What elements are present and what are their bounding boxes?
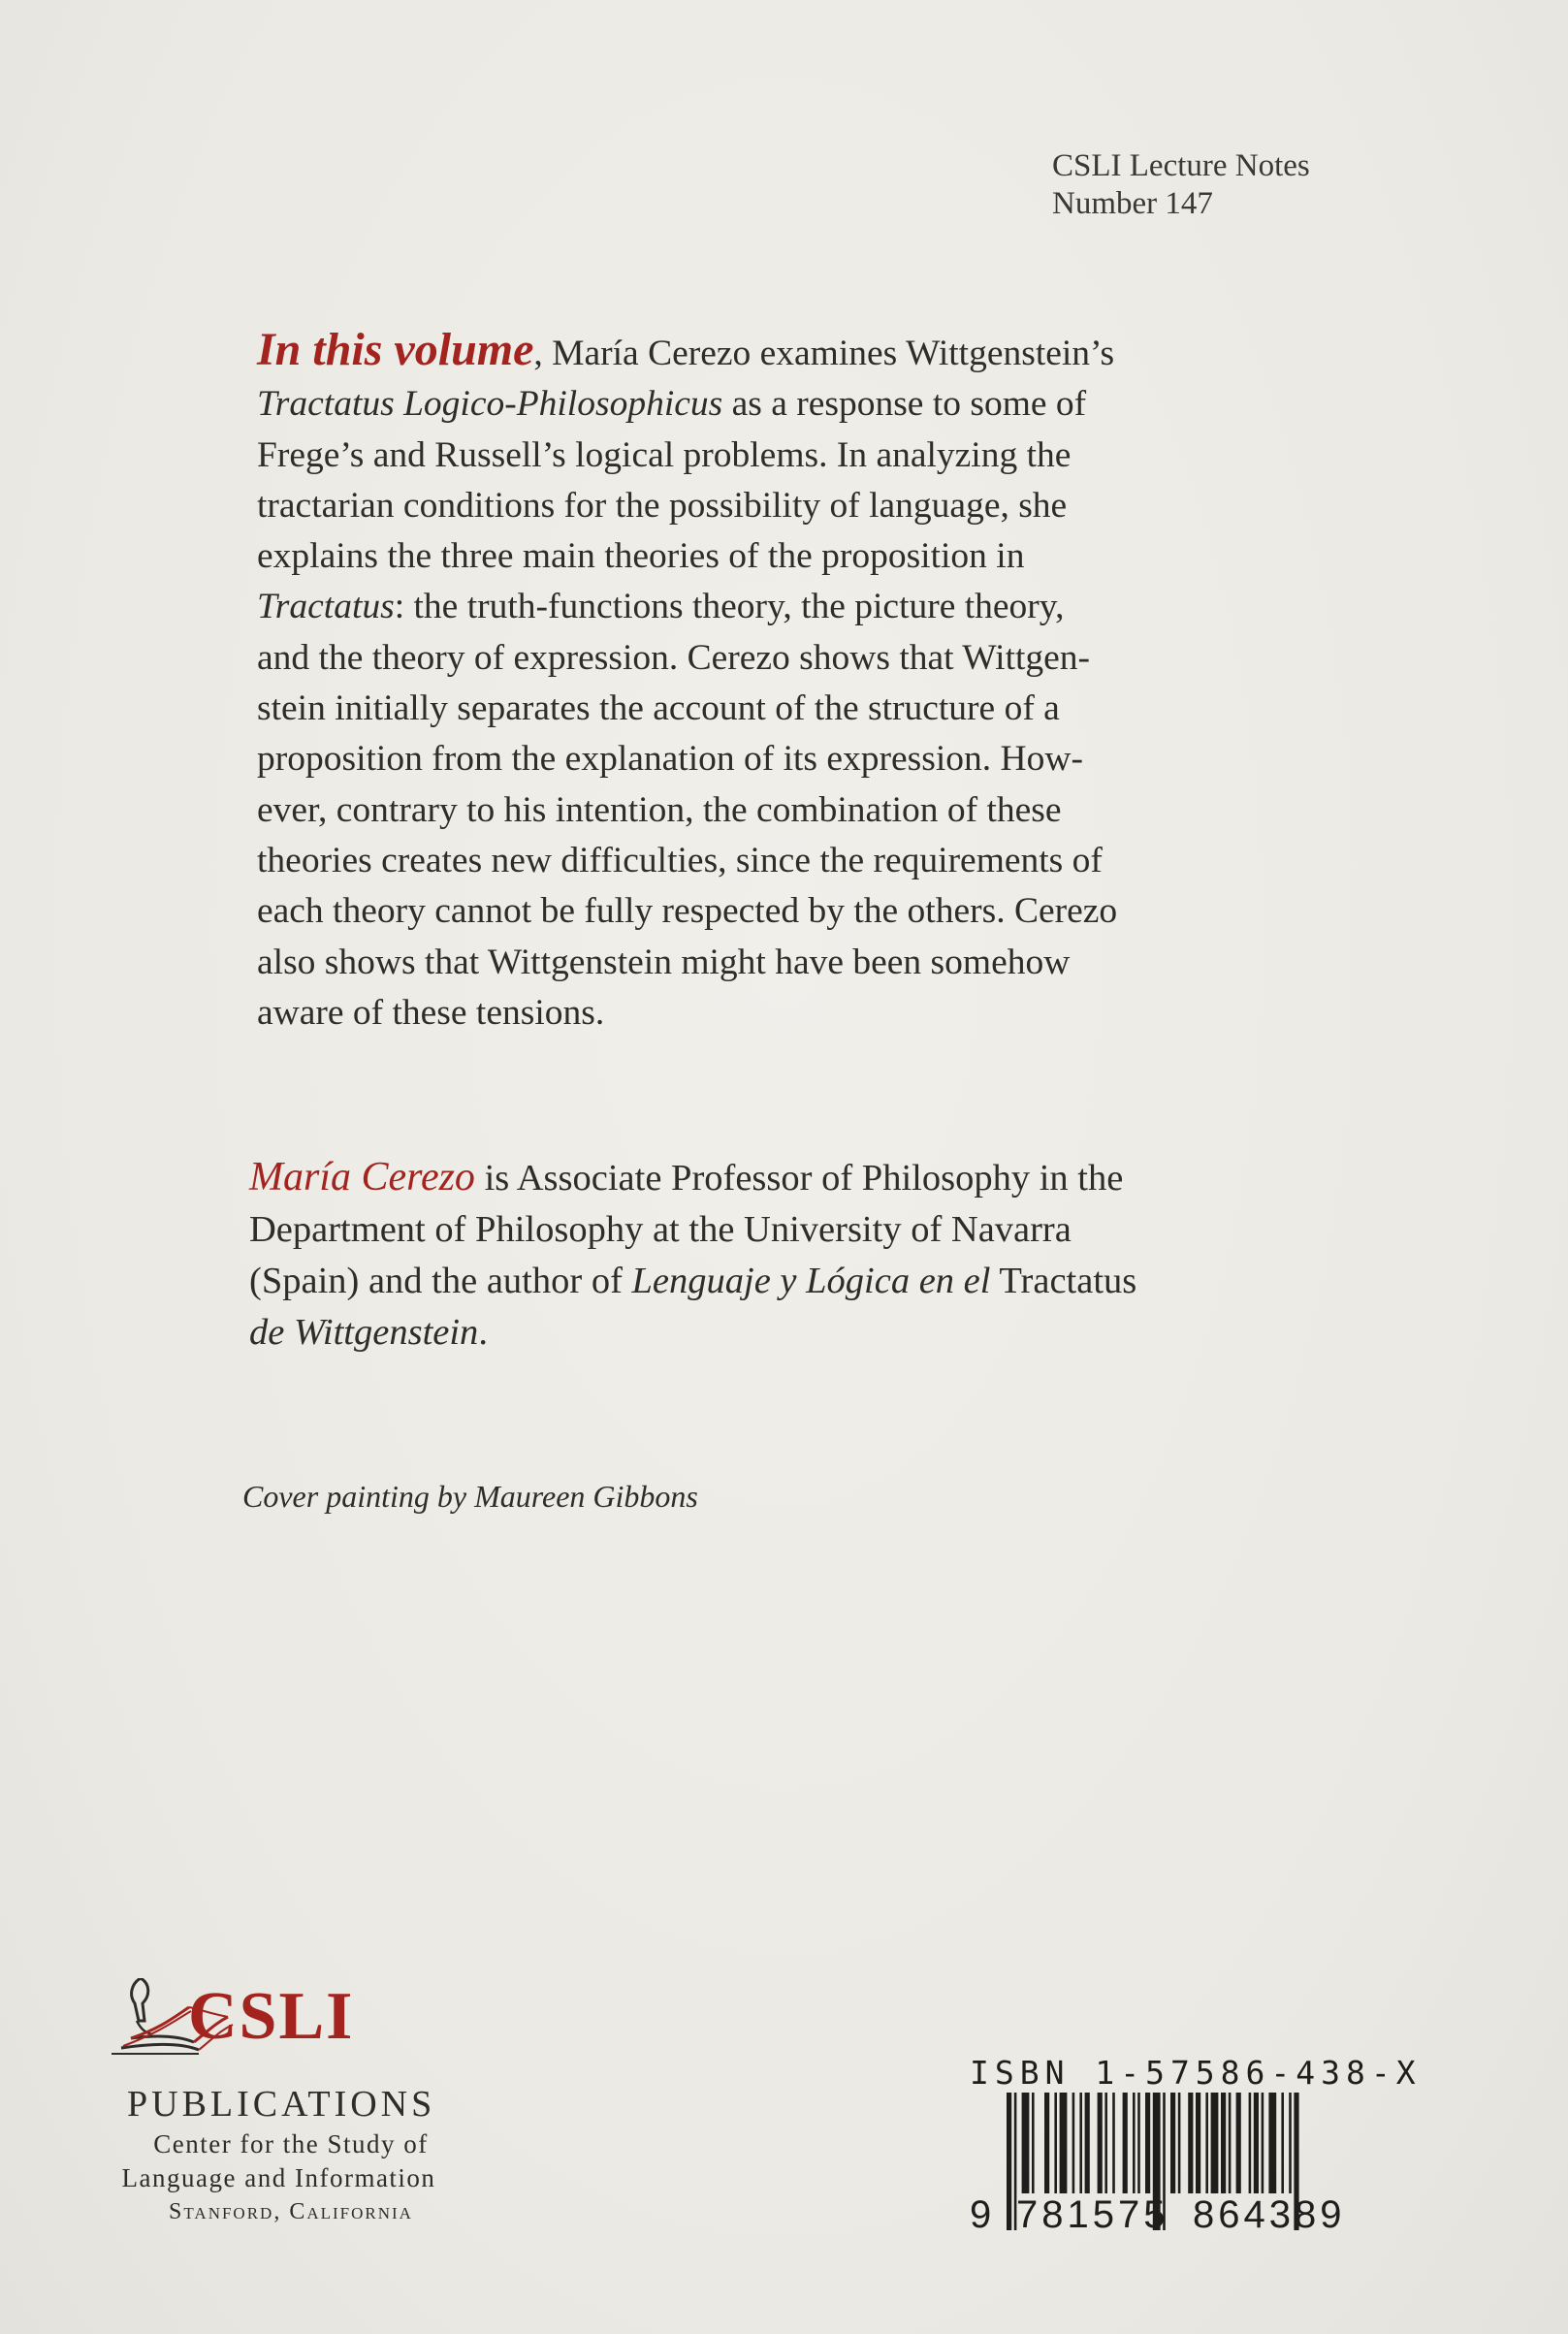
publisher-line-3: Stanford, California [169,2199,413,2224]
blurb-line: each theory cannot be fully respected by the others. Cerezo [257,891,1118,932]
book-description [257,325,1333,1039]
blurb-lead: In this volume [257,324,534,375]
blurb-line-text: as a response to some of [731,384,1087,425]
barcode-first-digit: 9 [970,2193,993,2236]
publisher-division: PUBLICATIONS [127,2084,436,2125]
blurb-line: theories creates new difficulties, since the requirements of [257,840,1103,880]
book-title-italic: Tractatus Logico-Philosophicus [257,384,723,425]
bio-book-italic: de Wittgenstein [249,1312,479,1353]
blurb-line: ever, contrary to his intention, the combination of these [257,789,1062,830]
tractatus-italic: Tractatus [257,587,395,627]
blurb-line [257,379,1333,430]
blurb-line: tractarian conditions for the possibility of language, she [257,485,1068,526]
author-bio [249,1152,1335,1359]
blurb-line: Frege’s and Russell’s logical problems. In analyzing the [257,434,1072,475]
publisher-line-1: Center for the Study of [153,2129,429,2158]
bio-line [249,1256,1335,1307]
blurb-line [257,325,1333,379]
blurb-line-text: : the truth-functions theory, the picture theory, [394,587,1065,627]
bio-line: Department of Philosophy at the University of Navarra [249,1209,1072,1250]
barcode-left-digits: 781575 [1016,2193,1169,2236]
isbn-label: ISBN 1-57586-438-X [970,2054,1422,2092]
bio-text: is Associate Professor of Philosophy in the [474,1158,1124,1199]
cover-credit: Cover painting by Maureen Gibbons [242,1479,698,1514]
barcode-right-digits: 864389 [1193,2193,1346,2236]
publisher-line-2: Language and Information [121,2163,436,2192]
series-name: CSLI Lecture Notes [1052,148,1310,183]
blurb-line: aware of these tensions. [257,992,605,1033]
blurb-line: explains the three main theories of the proposition in [257,536,1025,577]
barcode-digits [970,2193,1358,2237]
bio-text: (Spain) and the author of [249,1261,632,1301]
bio-line [249,1152,1335,1204]
bio-text: . [478,1312,488,1353]
series-info [1052,147,1310,223]
bio-book-italic: Lenguaje y Lógica en el [631,1261,991,1301]
blurb-line: stein initially separates the account of the structure of a [257,688,1060,729]
publisher-name: CSLI [188,1979,355,2054]
blurb-line: and the theory of expression. Cerezo shows that Wittgen- [257,637,1091,678]
blurb-line-text: , María Cerezo examines Wittgenstein’s [533,334,1115,373]
series-number: Number 147 [1052,186,1213,221]
bio-line [249,1307,1335,1359]
blurb-line [257,582,1333,632]
blurb-line: also shows that Wittgenstein might have been somehow [257,942,1071,982]
bio-text: Tractatus [990,1261,1137,1301]
author-name: María Cerezo [249,1155,475,1199]
blurb-line: proposition from the explanation of its expression. How- [257,739,1083,780]
